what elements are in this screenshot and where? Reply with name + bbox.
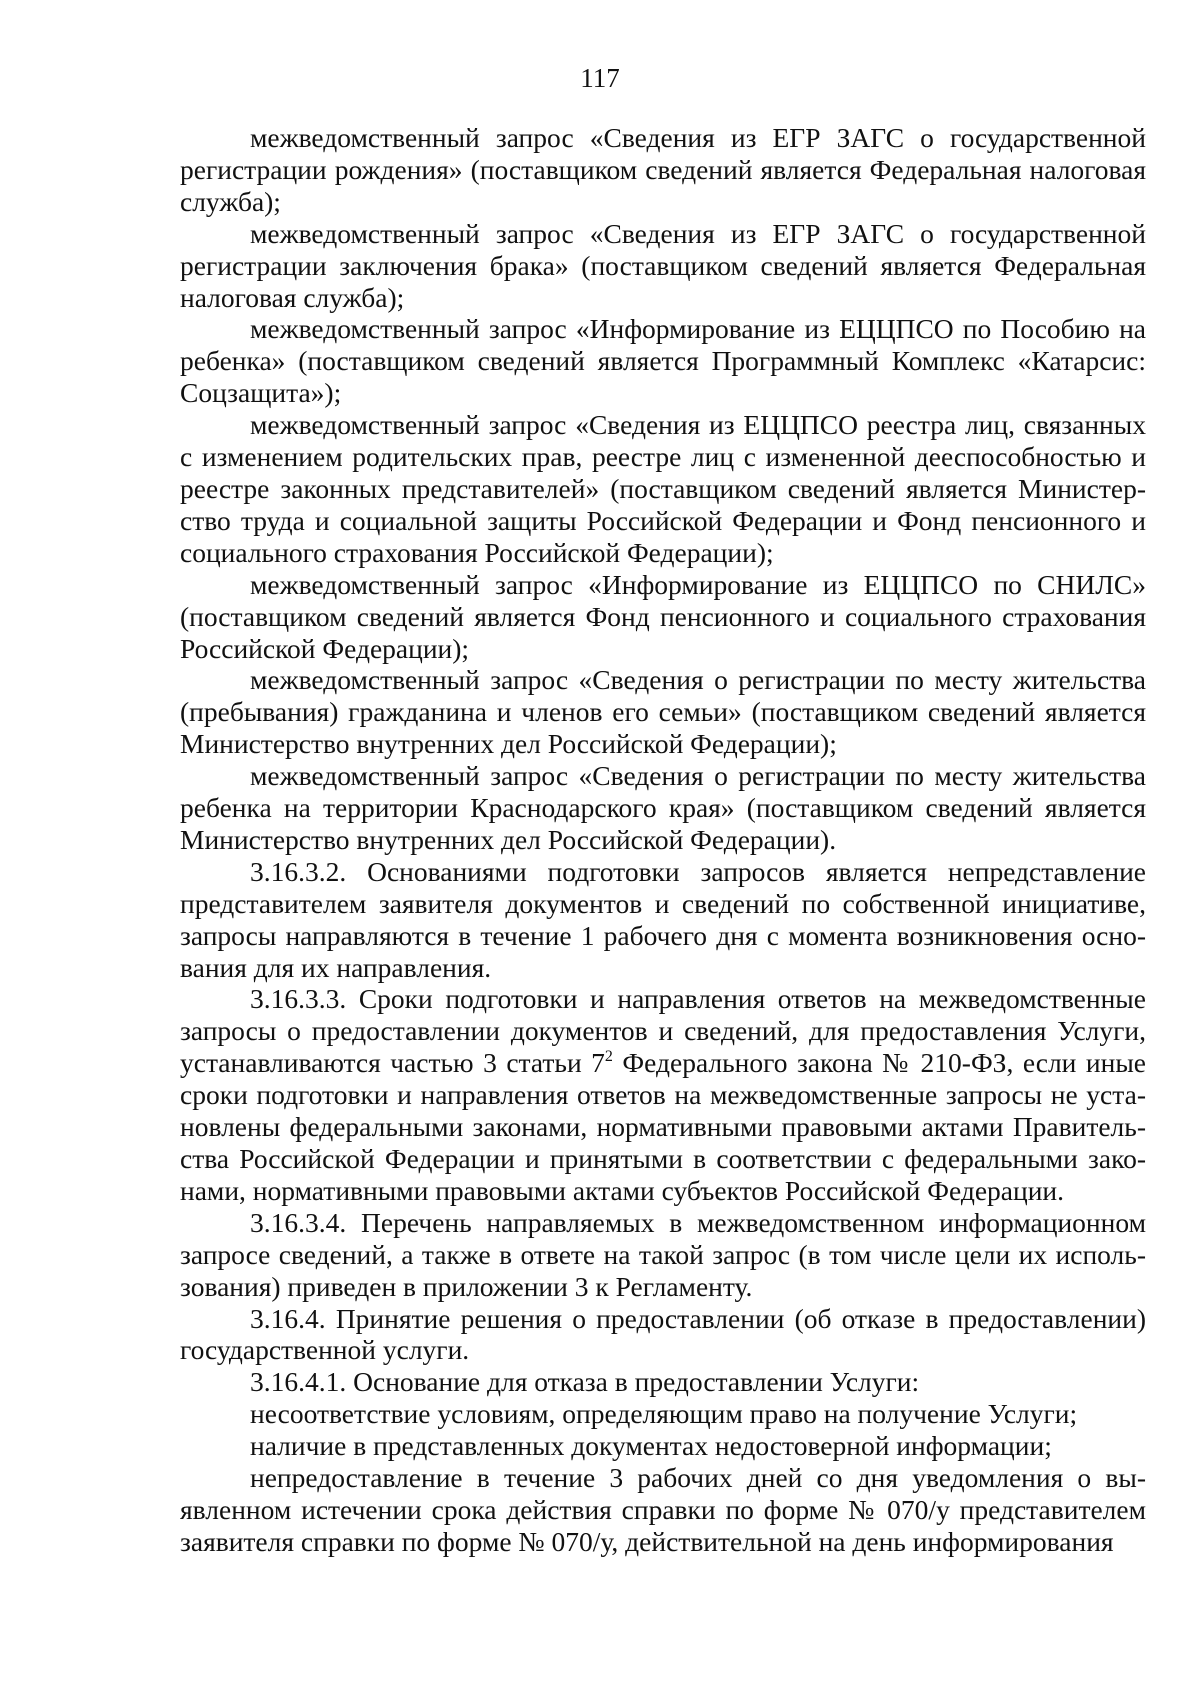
paragraph-text-after-superscript: Федерального закона № 210-ФЗ, если иные сроки подготовки и направления ответов на межведомственные запросы не установлены федеральными законами, нормативными правовыми актами Правительства Российской Федерации и принятыми в соответствии с федеральными законами, нормативными правовыми актами субъектов Российской Федерации. [180,1047,1146,1206]
paragraph-text-before-superscript: 3.16.3.3. Сроки подготовки и направления ответов на межведомственные запросы о предоставлении документов и сведений, для предоставления Услуги, устанавливаются частью 3 статьи 7 [180,983,1146,1079]
paragraph: 3.16.4.1. Основание для отказа в предоставлении Услуги: [250,1366,920,1398]
paragraph-3-16-3-3 [180,983,1146,1206]
paragraph: 3.16.3.2. Основаниями подготовки запросов является непредставление представителем заявителя документов и сведений по собственной инициативе, запросы направляются в течение 1 рабочего дня с момента возникновения основания для их направления. [180,855,1146,983]
paragraph: 3.16.4. Принятие решения о предоставлении (об отказе в предоставлении) государственной услуги. [180,1302,1146,1366]
paragraph: наличие в представленных документах недостоверной информации; [250,1430,1052,1462]
paragraph: межведомственный запрос «Сведения из ЕЦЦПСО реестра лиц, связанных с изменением родительских прав, реестре лиц с измененной дееспособностью и реестре законных представителей» (поставщиком сведений является Министерство труда и социальной защиты Российской Федерации и Фонд пенсионного и социального страхования Российской Федерации); [180,409,1146,568]
paragraph: непредоставление в течение 3 рабочих дней со дня уведомления о выявленном истечении срока действия справки по форме № 070/у представителем заявителя справки по форме № 070/у, действительной на день информирования [180,1462,1146,1557]
paragraph: межведомственный запрос «Информирование из ЕЦЦПСО по Пособию на ребенка» (поставщиком сведений является Программный Комплекс «Катарсис: Соцзащита»); [180,313,1146,409]
paragraph: 3.16.3.4. Перечень направляемых в межведомственном информационном запросе сведений, а также в ответе на такой запрос (в том числе цели их использования) приведен в приложении 3 к Регламенту. [180,1206,1146,1302]
paragraph: межведомственный запрос «Сведения о регистрации по месту жительства ребенка на территории Краснодарского края» (поставщиком сведений является Министерство внутренних дел Российской Федерации). [180,760,1146,855]
paragraph: межведомственный запрос «Сведения из ЕГР ЗАГС о государственной регистрации заключения брака» (поставщиком сведений является Федеральная налоговая служба); [180,217,1146,313]
paragraph: межведомственный запрос «Сведения из ЕГР ЗАГС о государственной регистрации рождения» (поставщиком сведений является Федеральная налоговая служба); [180,122,1146,217]
document-body [180,122,1146,1558]
paragraph: несоответствие условиям, определяющим право на получение Услуги; [250,1398,1078,1430]
paragraph: межведомственный запрос «Сведения о регистрации по месту жительства (пребывания) гражданина и членов его семьи» (поставщиком сведений является Министерство внутренних дел Российской Федерации); [180,664,1146,760]
superscript: 2 [604,1048,613,1066]
page-number: 117 [580,63,620,93]
paragraph: межведомственный запрос «Информирование из ЕЦЦПСО по СНИЛС» (поставщиком сведений является Фонд пенсионного и социального страхования Российской Федерации); [180,568,1146,664]
